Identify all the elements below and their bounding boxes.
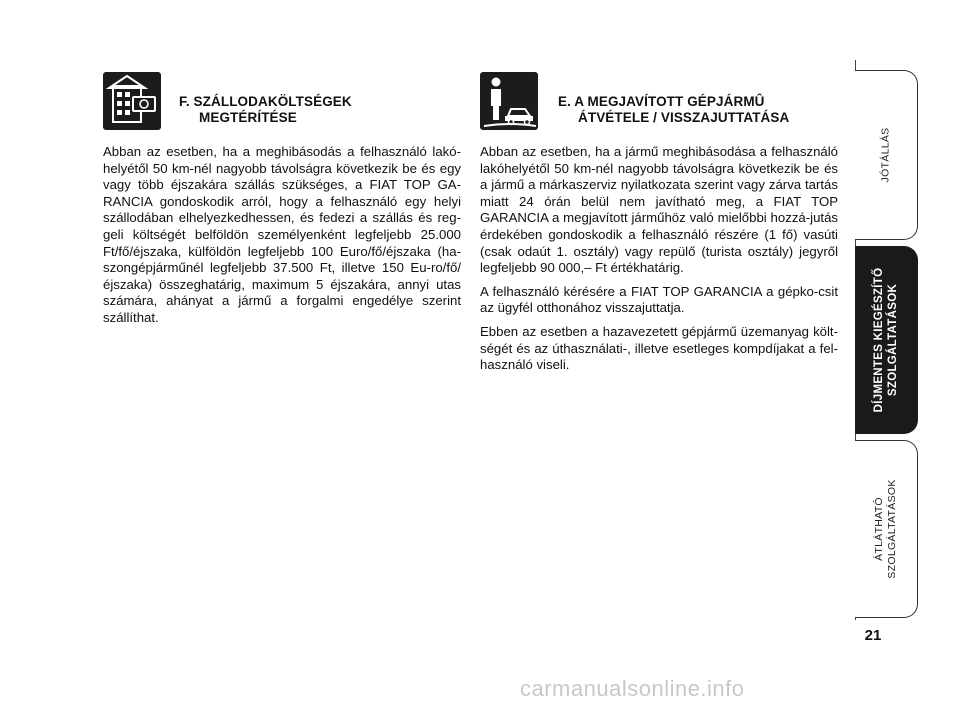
body-paragraph: Ebben az esetben a hazavezetett gépjármű üzemanyag költ-ségét és az úthasználati-, illetve esetleges kompdíjakat a fel-használó viseli. — [480, 323, 838, 373]
person-car-icon — [480, 72, 538, 130]
tab-label: ÁTLÁTHATÓ SZOLGÁLTATÁSOK — [873, 479, 898, 579]
page-number: 21 — [864, 627, 882, 644]
tab-dijmentes-szolgaltatasok[interactable] — [855, 246, 918, 434]
tab-atlathato-szolgaltatasok[interactable] — [855, 440, 918, 618]
section-header — [480, 72, 838, 132]
title-line-1: E. A MEGJAVÍTOTT GÉPJÁRMÛ — [558, 94, 765, 109]
section-repaired-vehicle — [480, 72, 838, 374]
body-paragraph: Abban az esetben, ha a jármű meghibásodása a felhasználó lakóhelyétől 50 km-nél nagyobb távolságra következik be és a jármű a márkaszerviz nyilatkozata szerint vagy zárva tartás miatt 24 órán belül nem javítható meg, a FIAT TOP GARANCIA a megjavított járműhöz való mielőbbi hozzá-jutás érdekében gondoskodik a felhasználó részére (1 fő) vasúti (csak odaút 1. osztály) vagy repülő (turista osztály) jegyről legfeljebb 90 000,– Ft értékhatárig. — [480, 144, 838, 276]
title-line-1: F. SZÁLLODAKÖLTSÉGEK — [179, 94, 352, 109]
title-line-2: ÁTVÉTELE / VISSZAJUTTATÁSA — [578, 110, 790, 125]
title-line-2: MEGTÉRÍTÉSE — [199, 110, 297, 125]
watermark: carmanualsonline.info — [520, 676, 745, 701]
section-title — [179, 94, 352, 126]
tab-jotallas[interactable] — [855, 70, 918, 240]
body-paragraph: Abban az esetben, ha a meghibásodás a felhasználó lakó-helyétől 50 km-nél nagyobb távolságra következik be és egy vagy több éjszakára szállás szükséges, a FIAT TOP GA-RANCIA gondoskodik arról, hogy a felhasználó egy helyi szállodában elhelyezkedhessen, és fedezi a szállás és reg-geli költségét belföldön személyenként legfeljebb 25.000 Ft/fő/éjszaka, külföldön legfeljebb 100 Euro/fő/éjszaka (ha-szongépjárműnél legfeljebb 37.500 Ft, illetve 150 Eu-ro/fő/éjszaka) összeghatárig, maximum 5 éjszakára, annyi utas számára, ahányat a jármű a forgalmi engedélye szerint szállíthat. — [103, 144, 461, 325]
body-paragraph: A felhasználó kérésére a FIAT TOP GARANCIA a gépko-csit az ügyfél otthonához visszajuttatja. — [480, 283, 838, 316]
section-header — [103, 72, 461, 132]
tab-label: JÓTÁLLÁS — [879, 127, 892, 183]
hotel-money-icon — [103, 72, 161, 130]
section-title — [558, 94, 789, 126]
tab-label: DÍJMENTES KIEGÉSZÍTŐ SZOLGÁLTATÁSOK — [873, 267, 899, 413]
section-hotel-costs — [103, 72, 461, 327]
